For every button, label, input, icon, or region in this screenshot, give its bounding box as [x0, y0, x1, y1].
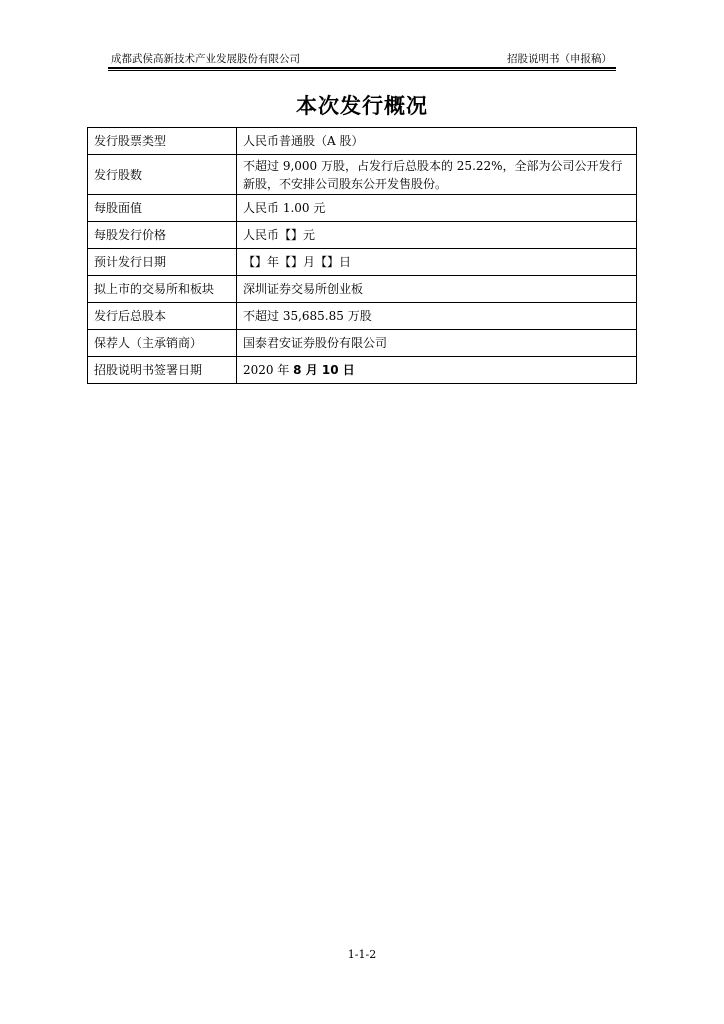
header-rule-thin — [108, 70, 616, 71]
row-label: 预计发行日期 — [88, 249, 237, 276]
row-label: 发行后总股本 — [88, 303, 237, 330]
row-label: 保荐人（主承销商） — [88, 330, 237, 357]
date-day-unit: 日 — [338, 363, 355, 377]
date-month: 8 — [293, 363, 302, 377]
row-label: 发行股数 — [88, 155, 237, 195]
row-value: 深圳证券交易所创业板 — [237, 276, 637, 303]
table-row — [88, 330, 637, 357]
table-row — [88, 128, 637, 155]
row-label: 发行股票类型 — [88, 128, 237, 155]
row-value: 人民币普通股（A 股） — [237, 128, 637, 155]
row-value: 不超过 35,685.85 万股 — [237, 303, 637, 330]
row-value: 人民币 1.00 元 — [237, 195, 637, 222]
offering-summary-table — [87, 127, 637, 384]
row-value: 不超过 9,000 万股，占发行后总股本的 25.22%，全部为公司公开发行新股，不安排公司股东公开发售股份。 — [237, 155, 637, 195]
table-row — [88, 155, 637, 195]
table-row — [88, 222, 637, 249]
row-label: 每股面值 — [88, 195, 237, 222]
table-row — [88, 195, 637, 222]
row-label: 拟上市的交易所和板块 — [88, 276, 237, 303]
table-row — [88, 249, 637, 276]
table-row — [88, 276, 637, 303]
date-month-unit: 月 — [301, 363, 322, 377]
page-number: 1-1-2 — [347, 948, 377, 961]
date-year-part: 2020 年 — [243, 363, 294, 377]
page-header — [108, 52, 616, 66]
table-row — [88, 303, 637, 330]
row-value: 国泰君安证券股份有限公司 — [237, 330, 637, 357]
page-title: 本次发行概况 — [296, 94, 428, 118]
signing-date-value — [237, 357, 637, 384]
row-value: 人民币【】元 — [237, 222, 637, 249]
row-value: 【】年【】月【】日 — [237, 249, 637, 276]
row-label: 招股说明书签署日期 — [88, 357, 237, 384]
header-document-type: 招股说明书（申报稿） — [507, 53, 612, 65]
table-row — [88, 357, 637, 384]
header-rule — [108, 67, 616, 69]
header-company-name: 成都武侯高新技术产业发展股份有限公司 — [111, 53, 300, 65]
row-label: 每股发行价格 — [88, 222, 237, 249]
date-day: 10 — [321, 363, 339, 377]
